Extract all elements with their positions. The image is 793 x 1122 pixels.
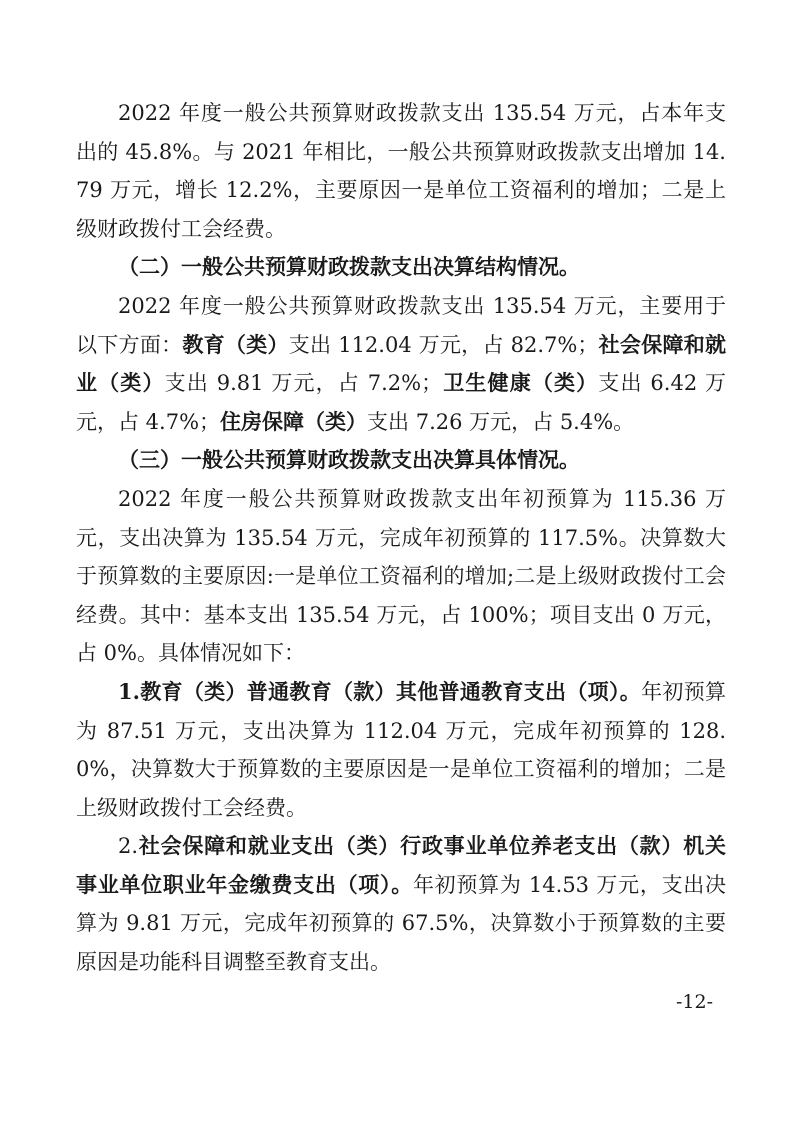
category-housing-label: 住房保障（类） bbox=[220, 408, 368, 434]
category-social-security-text: 支出 9.81 万元，占 7.2%； bbox=[164, 371, 443, 396]
item-education-label: 1.教育（类）普通教育（款）其他普通教育支出（项）。 bbox=[118, 678, 642, 704]
paragraph-text: 2022 年度一般公共预算财政拨款支出年初预算为 115.36 万元，支出决算为 135.54 万元，完成年初预算的 117.5%。决算数大于预算数的主要原因:一是单位工资福利的增加;二是上级财政拨付工会经费。其中：基本支出 135.54 万元，占 100%；项目支出 0 万元，占 0%。具体情况如下： bbox=[76, 486, 726, 666]
section-heading-details: （三）一般公共预算财政拨款支出决算具体情况。 bbox=[118, 447, 580, 473]
item-education-text: 年初预算为 87.51 万元，支出决算为 112.04 万元，完成年初预算的 128.0%，决算数大于预算数的主要原因是一是单位工资福利的增加；二是上级财政拨付工会经费。 bbox=[76, 679, 727, 820]
paragraph-item-education bbox=[76, 673, 726, 827]
category-housing-text: 支出 7.26 万元，占 5.4%。 bbox=[367, 409, 635, 434]
paragraph-text: 2022 年度一般公共预算财政拨款支出 135.54 万元，占本年支出的 45.8%。与 2021 年相比，一般公共预算财政拨款支出增加 14.79 万元，增长 12.2%，主要原因一是单位工资福利的增加；二是上级财政拨付工会经费。 bbox=[76, 101, 726, 241]
category-education-label: 教育（类） bbox=[182, 331, 289, 357]
paragraph-expenditure-structure bbox=[76, 287, 726, 441]
paragraph-intro: 2022 年度一般公共预算财政拨款支出 135.54 万元，主要用于以下方面： bbox=[76, 293, 726, 357]
paragraph-item-social-security bbox=[76, 827, 726, 981]
paragraph-expenditure-details bbox=[76, 480, 726, 673]
category-health-label: 卫生健康（类） bbox=[442, 370, 599, 396]
category-health-text: 支出 6.42 万元，占 4.7%； bbox=[76, 371, 727, 434]
page-number: -12- bbox=[676, 991, 714, 1013]
item-social-security-text: 年初预算为 14.53 万元，支出决算为 9.81 万元，完成年初预算的 67.5%，决算数小于预算数的主要原因是功能科目调整至教育支出。 bbox=[76, 872, 727, 975]
section-heading-structure: （二）一般公共预算财政拨款支出决算结构情况。 bbox=[118, 254, 580, 280]
category-education-text: 支出 112.04 万元，占 82.7%； bbox=[288, 332, 599, 357]
paragraph-expenditure-total bbox=[76, 94, 726, 248]
document-body bbox=[76, 94, 726, 982]
item-number: 2. bbox=[118, 834, 139, 859]
category-social-security-label: 社会保障和就业（类） bbox=[76, 331, 727, 396]
item-social-security-label: 社会保障和就业支出（类）行政事业单位养老支出（款）机关事业单位职业年金缴费支出（项）。 bbox=[76, 833, 726, 897]
